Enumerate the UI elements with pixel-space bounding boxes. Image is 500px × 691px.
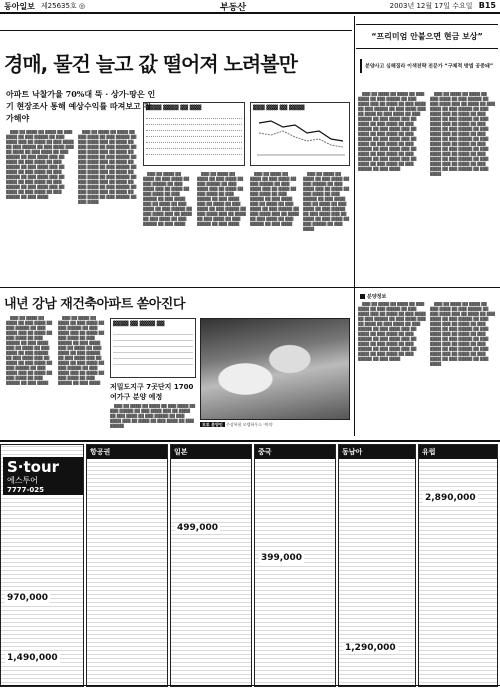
lead-headline: 경매, 물건 늘고 값 떨어져 노려볼만 — [4, 52, 297, 76]
kicker-bar — [360, 59, 362, 73]
info-row — [146, 149, 242, 155]
date-line — [390, 1, 496, 11]
ad-column-3[interactable] — [170, 444, 252, 687]
second-body-col-3: ▓▓▓ ▓▓ ▓▓▓▓ ▓▓ ▓▓▓▓ ▓▓ ▓▓▓ ▓▓▓▓ ▓▓ ▓▓▓ ▓▓▓▓▓ ▓▓ ▓▓▓ ▓▓▓▓ ▓▓▓ ▓▓ ▓▓▓▓ ▓▓ ▓▓▓ ▓▓▓▓ ▓▓ ▓▓▓ ▓▓▓▓▓ ▓▓ ▓▓▓ ▓▓▓▓ ▓▓▓ ▓▓ ▓▓▓▓ ▓▓ ▓▓▓ ▓▓▓▓ ▓▓ ▓▓▓ ▓▓▓▓▓ — [110, 404, 195, 428]
right-body-col-2: ▓▓▓ ▓▓ ▓▓▓▓ ▓▓ ▓▓▓▓ ▓▓ ▓▓▓ ▓▓▓▓ ▓▓ ▓▓▓ ▓▓▓▓▓ ▓▓ ▓▓▓ ▓▓▓▓ ▓▓▓ ▓▓ ▓▓▓▓ ▓▓ ▓▓▓ ▓▓▓▓ ▓▓ ▓▓▓ ▓▓▓▓▓ ▓▓ ▓▓▓ ▓▓▓▓ ▓▓▓ ▓▓ ▓▓▓▓ ▓▓ ▓▓▓ ▓▓▓▓ ▓▓ ▓▓▓ ▓▓▓▓▓ ▓▓ ▓▓▓ ▓▓▓▓ ▓▓▓ ▓▓ ▓▓▓▓ ▓▓ ▓▓▓ ▓▓▓▓ ▓▓ ▓▓▓ ▓▓▓▓▓ ▓▓ ▓▓▓ ▓▓▓▓ ▓▓▓ ▓▓ ▓▓▓▓ ▓▓ ▓▓▓ ▓▓▓▓ ▓▓ ▓▓▓ ▓▓▓▓▓ ▓▓ ▓▓▓ ▓▓▓▓ ▓▓▓ ▓▓ ▓▓▓▓ ▓▓ ▓▓▓ ▓▓▓▓ ▓▓ ▓▓▓ ▓▓▓▓▓ ▓▓ ▓▓▓ ▓▓▓▓ ▓▓▓ ▓▓ ▓▓▓▓ ▓▓ ▓▓▓ ▓▓▓▓ ▓▓ ▓▓▓ ▓▓▓▓▓ ▓▓ ▓▓▓ ▓▓▓▓ ▓▓▓ ▓▓ ▓▓▓▓ ▓▓ ▓▓▓ ▓▓▓▓ ▓▓ ▓▓▓ ▓▓▓▓▓ ▓▓ ▓▓▓ ▓▓▓▓ — [430, 92, 495, 176]
second-body-col-2: ▓▓▓ ▓▓ ▓▓▓▓ ▓▓ ▓▓▓▓ ▓▓ ▓▓▓ ▓▓▓▓ ▓▓ ▓▓▓ ▓▓▓▓▓ ▓▓ ▓▓▓ ▓▓▓▓ ▓▓▓ ▓▓ ▓▓▓▓ ▓▓ ▓▓▓ ▓▓▓▓ ▓▓ ▓▓▓ ▓▓▓▓▓ ▓▓ ▓▓▓ ▓▓▓▓ ▓▓▓ ▓▓ ▓▓▓▓ ▓▓ ▓▓▓ ▓▓▓▓ ▓▓ ▓▓▓ ▓▓▓▓▓ ▓▓ ▓▓▓ ▓▓▓▓ ▓▓▓ ▓▓ ▓▓▓▓ ▓▓ ▓▓▓ ▓▓▓▓ ▓▓ ▓▓▓ ▓▓▓▓▓ ▓▓ ▓▓▓ ▓▓▓▓ ▓▓▓ ▓▓ ▓▓▓▓ ▓▓ ▓▓▓ ▓▓▓▓ ▓▓ ▓▓▓ ▓▓▓▓▓ ▓▓ ▓▓▓ ▓▓▓▓ — [58, 316, 105, 385]
right-headline: “프리미엄 안붙으면 현금 보상” — [356, 24, 498, 49]
schedule-table-title: ▓▓▓▓ ▓▓ ▓▓▓▓ ▓▓ — [113, 321, 165, 327]
advertisement-section — [0, 440, 500, 691]
photo-caption — [200, 422, 350, 427]
stour-logo-subtext: 에스투어 — [7, 476, 38, 485]
masthead — [0, 0, 500, 14]
schedule-table-box — [110, 318, 196, 378]
info-table-title: ▓▓▓▓ ▓▓▓▓ ▓▓ ▓▓▓ — [146, 105, 202, 111]
second-subheadline: 저밀도지구 7곳단지 1700여가구 분양 예정 — [110, 383, 194, 401]
photo-caption-text: 주상복합 모델하우스 '북적' — [226, 422, 274, 427]
model-house-photo — [200, 318, 350, 420]
newspaper-brand: 동아일보 — [4, 1, 35, 11]
lead-top-rule — [0, 30, 352, 31]
ad-price: 1,290,000 — [345, 643, 396, 653]
issue-number: 제25635호 ◎ — [40, 2, 86, 10]
ad-price: 499,000 — [177, 523, 218, 533]
lead-body-col-5: ▓▓▓ ▓▓ ▓▓▓▓ ▓▓ ▓▓▓▓ ▓▓ ▓▓▓ ▓▓▓▓ ▓▓ ▓▓▓ ▓▓▓▓▓ ▓▓ ▓▓▓ ▓▓▓▓ ▓▓▓ ▓▓ ▓▓▓▓ ▓▓ ▓▓▓ ▓▓▓▓ ▓▓ ▓▓▓ ▓▓▓▓▓ ▓▓ ▓▓▓ ▓▓▓▓ ▓▓▓ ▓▓ ▓▓▓▓ ▓▓ ▓▓▓ ▓▓▓▓ ▓▓ ▓▓▓ ▓▓▓▓▓ ▓▓ ▓▓▓ ▓▓▓▓ ▓▓▓ ▓▓ ▓▓▓▓ ▓▓ ▓▓▓ ▓▓▓▓ ▓▓ ▓▓▓ ▓▓▓▓▓ ▓▓ ▓▓▓ ▓▓▓▓ — [250, 172, 299, 226]
ad-banner: 항공권 — [87, 445, 167, 459]
info-table-box — [143, 102, 245, 166]
second-headline: 내년 강남 재건축아파트 쏟아진다 — [4, 297, 185, 312]
lead-subhead: 아파트 낙찰가율 70%대 뚝 · 상가·땅은 인기 현장조사 통해 예상수익률 따져보고 참가해야 — [6, 89, 156, 123]
right-body-col-1: ▓▓▓ ▓▓ ▓▓▓▓ ▓▓ ▓▓▓▓ ▓▓ ▓▓▓ ▓▓▓▓ ▓▓ ▓▓▓ ▓▓▓▓▓ ▓▓ ▓▓▓ ▓▓▓▓ ▓▓▓ ▓▓ ▓▓▓▓ ▓▓ ▓▓▓ ▓▓▓▓ ▓▓ ▓▓▓ ▓▓▓▓▓ ▓▓ ▓▓▓ ▓▓▓▓ ▓▓▓ ▓▓ ▓▓▓▓ ▓▓ ▓▓▓ ▓▓▓▓ ▓▓ ▓▓▓ ▓▓▓▓▓ ▓▓ ▓▓▓ ▓▓▓▓ ▓▓▓ ▓▓ ▓▓▓▓ ▓▓ ▓▓▓ ▓▓▓▓ ▓▓ ▓▓▓ ▓▓▓▓▓ ▓▓ ▓▓▓ ▓▓▓▓ ▓▓▓ ▓▓ ▓▓▓▓ ▓▓ ▓▓▓ ▓▓▓▓ ▓▓ ▓▓▓ ▓▓▓▓▓ ▓▓ ▓▓▓ ▓▓▓▓ ▓▓▓ ▓▓ ▓▓▓▓ ▓▓ ▓▓▓ ▓▓▓▓ ▓▓ ▓▓▓ ▓▓▓▓▓ ▓▓ ▓▓▓ ▓▓▓▓ ▓▓▓ ▓▓ ▓▓▓▓ ▓▓ ▓▓▓ ▓▓▓▓ ▓▓ ▓▓▓ ▓▓▓▓▓ ▓▓ ▓▓▓ ▓▓▓▓ ▓▓▓ ▓▓ ▓▓▓▓ ▓▓ ▓▓▓ ▓▓▓▓ ▓▓ ▓▓▓ ▓▓▓▓▓ ▓▓ ▓▓▓ ▓▓▓▓ — [358, 92, 426, 171]
sidebar-label — [360, 293, 386, 300]
sidebar-body-col-2: ▓▓▓ ▓▓ ▓▓▓▓ ▓▓ ▓▓▓▓ ▓▓ ▓▓▓ ▓▓▓▓ ▓▓ ▓▓▓ ▓▓▓▓▓ ▓▓ ▓▓▓ ▓▓▓▓ ▓▓▓ ▓▓ ▓▓▓▓ ▓▓ ▓▓▓ ▓▓▓▓ ▓▓ ▓▓▓ ▓▓▓▓▓ ▓▓ ▓▓▓ ▓▓▓▓ ▓▓▓ ▓▓ ▓▓▓▓ ▓▓ ▓▓▓ ▓▓▓▓ ▓▓ ▓▓▓ ▓▓▓▓▓ ▓▓ ▓▓▓ ▓▓▓▓ ▓▓▓ ▓▓ ▓▓▓▓ ▓▓ ▓▓▓ ▓▓▓▓ ▓▓ ▓▓▓ ▓▓▓▓▓ ▓▓ ▓▓▓ ▓▓▓▓ ▓▓▓ ▓▓ ▓▓▓▓ ▓▓ ▓▓▓ ▓▓▓▓ ▓▓ ▓▓▓ ▓▓▓▓▓ ▓▓ ▓▓▓ ▓▓▓▓ ▓▓▓ ▓▓ ▓▓▓▓ ▓▓ ▓▓▓ ▓▓▓▓ ▓▓ ▓▓▓ ▓▓▓▓▓ ▓▓ ▓▓▓ ▓▓▓▓ — [430, 302, 495, 366]
page-footer-rule — [0, 685, 500, 691]
right-column — [356, 16, 498, 73]
page-number: B15 — [478, 1, 496, 10]
lead-body-col-2: ▓▓▓ ▓▓ ▓▓▓▓ ▓▓ ▓▓▓▓ ▓▓ ▓▓▓ ▓▓▓▓ ▓▓ ▓▓▓ ▓▓▓▓▓ ▓▓ ▓▓▓ ▓▓▓▓ ▓▓▓ ▓▓ ▓▓▓▓ ▓▓ ▓▓▓ ▓▓▓▓ ▓▓ ▓▓▓ ▓▓▓▓▓ ▓▓ ▓▓▓ ▓▓▓▓ ▓▓▓ ▓▓ ▓▓▓▓ ▓▓ ▓▓▓ ▓▓▓▓ ▓▓ ▓▓▓ ▓▓▓▓▓ ▓▓ ▓▓▓ ▓▓▓▓ ▓▓▓ ▓▓ ▓▓▓▓ ▓▓ ▓▓▓ ▓▓▓▓ ▓▓ ▓▓▓ ▓▓▓▓▓ ▓▓ ▓▓▓ ▓▓▓▓ ▓▓▓ ▓▓ ▓▓▓▓ ▓▓ ▓▓▓ ▓▓▓▓ ▓▓ ▓▓▓ ▓▓▓▓▓ ▓▓ ▓▓▓ ▓▓▓▓ ▓▓▓ ▓▓ ▓▓▓▓ ▓▓ ▓▓▓ ▓▓▓▓ ▓▓ ▓▓▓ ▓▓▓▓▓ ▓▓ ▓▓▓ ▓▓▓▓ ▓▓▓ ▓▓ ▓▓▓▓ ▓▓ ▓▓▓ ▓▓▓▓ ▓▓ ▓▓▓ ▓▓▓▓▓ ▓▓ ▓▓▓ ▓▓▓▓ — [78, 130, 137, 204]
chart-series-line-1 — [259, 121, 343, 141]
right-kicker-text: 분양사고 심해질라 이색전략 전문가 “구체적 방법 공증돼” — [365, 63, 494, 70]
schedule-row — [113, 359, 193, 365]
ad-column-6[interactable] — [418, 444, 498, 687]
chart-title: ▓▓▓ ▓▓▓ ▓▓ ▓▓▓▓ — [253, 105, 305, 111]
section-divider — [0, 287, 500, 288]
trend-chart — [253, 111, 347, 161]
sidebar-bullet-icon — [360, 294, 365, 299]
ad-price: 2,890,000 — [425, 493, 476, 503]
ad-price: 399,000 — [261, 553, 302, 563]
section-title: 부동산 — [220, 2, 247, 13]
stour-logo — [3, 457, 83, 495]
lead-body-col-3: ▓▓▓ ▓▓ ▓▓▓▓ ▓▓ ▓▓▓▓ ▓▓ ▓▓▓ ▓▓▓▓ ▓▓ ▓▓▓ ▓▓▓▓▓ ▓▓ ▓▓▓ ▓▓▓▓ ▓▓▓ ▓▓ ▓▓▓▓ ▓▓ ▓▓▓ ▓▓▓▓ ▓▓ ▓▓▓ ▓▓▓▓▓ ▓▓ ▓▓▓ ▓▓▓▓ ▓▓▓ ▓▓ ▓▓▓▓ ▓▓ ▓▓▓ ▓▓▓▓ ▓▓ ▓▓▓ ▓▓▓▓▓ ▓▓ ▓▓▓ ▓▓▓▓ ▓▓▓ ▓▓ ▓▓▓▓ ▓▓ ▓▓▓ ▓▓▓▓ ▓▓ ▓▓▓ ▓▓▓▓▓ ▓▓ ▓▓▓ ▓▓▓▓ — [143, 172, 192, 226]
lead-body-col-6: ▓▓▓ ▓▓ ▓▓▓▓ ▓▓ ▓▓▓▓ ▓▓ ▓▓▓ ▓▓▓▓ ▓▓ ▓▓▓ ▓▓▓▓▓ ▓▓ ▓▓▓ ▓▓▓▓ ▓▓▓ ▓▓ ▓▓▓▓ ▓▓ ▓▓▓ ▓▓▓▓ ▓▓ ▓▓▓ ▓▓▓▓▓ ▓▓ ▓▓▓ ▓▓▓▓ ▓▓▓ ▓▓ ▓▓▓▓ ▓▓ ▓▓▓ ▓▓▓▓ ▓▓ ▓▓▓ ▓▓▓▓▓ ▓▓ ▓▓▓ ▓▓▓▓ ▓▓▓ ▓▓ ▓▓▓▓ ▓▓ ▓▓▓ ▓▓▓▓ ▓▓ ▓▓▓ ▓▓▓▓▓ ▓▓ ▓▓▓ ▓▓▓▓ — [303, 172, 350, 231]
ad-banner: 유럽 — [419, 445, 497, 459]
sidebar-label-text: 분양정보 — [367, 294, 387, 300]
trend-chart-box — [250, 102, 350, 166]
ad-banner: 동남아 — [339, 445, 415, 459]
photo-caption-label: 모토 분양인 — [202, 422, 223, 427]
lead-body-col-4: ▓▓▓ ▓▓ ▓▓▓▓ ▓▓ ▓▓▓▓ ▓▓ ▓▓▓ ▓▓▓▓ ▓▓ ▓▓▓ ▓▓▓▓▓ ▓▓ ▓▓▓ ▓▓▓▓ ▓▓▓ ▓▓ ▓▓▓▓ ▓▓ ▓▓▓ ▓▓▓▓ ▓▓ ▓▓▓ ▓▓▓▓▓ ▓▓ ▓▓▓ ▓▓▓▓ ▓▓▓ ▓▓ ▓▓▓▓ ▓▓ ▓▓▓ ▓▓▓▓ ▓▓ ▓▓▓ ▓▓▓▓▓ ▓▓ ▓▓▓ ▓▓▓▓ ▓▓▓ ▓▓ ▓▓▓▓ ▓▓ ▓▓▓ ▓▓▓▓ ▓▓ ▓▓▓ ▓▓▓▓▓ ▓▓ ▓▓▓ ▓▓▓▓ — [197, 172, 246, 226]
ad-price: 1,490,000 — [7, 653, 58, 663]
ad-column-4[interactable] — [254, 444, 336, 687]
ad-banner: 중국 — [255, 445, 335, 459]
ad-column-2[interactable] — [86, 444, 168, 687]
stour-phone: 7777-025 — [7, 486, 44, 494]
ad-column-5[interactable] — [338, 444, 416, 687]
ad-stour[interactable] — [0, 444, 84, 687]
stour-logo-text: S·tour — [7, 458, 60, 476]
column-divider — [354, 16, 355, 436]
lead-body-col-1: ▓▓▓ ▓▓ ▓▓▓▓ ▓▓ ▓▓▓▓ ▓▓ ▓▓▓ ▓▓▓▓ ▓▓ ▓▓▓ ▓▓▓▓▓ ▓▓ ▓▓▓ ▓▓▓▓ ▓▓▓ ▓▓ ▓▓▓▓ ▓▓ ▓▓▓ ▓▓▓▓ ▓▓ ▓▓▓ ▓▓▓▓▓ ▓▓ ▓▓▓ ▓▓▓▓ ▓▓▓ ▓▓ ▓▓▓▓ ▓▓ ▓▓▓ ▓▓▓▓ ▓▓ ▓▓▓ ▓▓▓▓▓ ▓▓ ▓▓▓ ▓▓▓▓ ▓▓▓ ▓▓ ▓▓▓▓ ▓▓ ▓▓▓ ▓▓▓▓ ▓▓ ▓▓▓ ▓▓▓▓▓ ▓▓ ▓▓▓ ▓▓▓▓ ▓▓▓ ▓▓ ▓▓▓▓ ▓▓ ▓▓▓ ▓▓▓▓ ▓▓ ▓▓▓ ▓▓▓▓▓ ▓▓ ▓▓▓ ▓▓▓▓ ▓▓▓ ▓▓ ▓▓▓▓ ▓▓ ▓▓▓ ▓▓▓▓ ▓▓ ▓▓▓ ▓▓▓▓▓ ▓▓ ▓▓▓ ▓▓▓▓ ▓▓▓ ▓▓ ▓▓▓▓ ▓▓ ▓▓▓ ▓▓▓▓ ▓▓ ▓▓▓ ▓▓▓▓▓ ▓▓ ▓▓▓ ▓▓▓▓ — [6, 130, 74, 199]
ad-price: 970,000 — [7, 593, 48, 603]
ad-banner: 일본 — [171, 445, 251, 459]
date: 2003년 12월 17일 수요일 — [389, 2, 473, 10]
sidebar-body-col-1: ▓▓▓ ▓▓ ▓▓▓▓ ▓▓ ▓▓▓▓ ▓▓ ▓▓▓ ▓▓▓▓ ▓▓ ▓▓▓ ▓▓▓▓▓ ▓▓ ▓▓▓ ▓▓▓▓ ▓▓▓ ▓▓ ▓▓▓▓ ▓▓ ▓▓▓ ▓▓▓▓ ▓▓ ▓▓▓ ▓▓▓▓▓ ▓▓ ▓▓▓ ▓▓▓▓ ▓▓▓ ▓▓ ▓▓▓▓ ▓▓ ▓▓▓ ▓▓▓▓ ▓▓ ▓▓▓ ▓▓▓▓▓ ▓▓ ▓▓▓ ▓▓▓▓ ▓▓▓ ▓▓ ▓▓▓▓ ▓▓ ▓▓▓ ▓▓▓▓ ▓▓ ▓▓▓ ▓▓▓▓▓ ▓▓ ▓▓▓ ▓▓▓▓ ▓▓▓ ▓▓ ▓▓▓▓ ▓▓ ▓▓▓ ▓▓▓▓ ▓▓ ▓▓▓ ▓▓▓▓▓ ▓▓ ▓▓▓ ▓▓▓▓ ▓▓▓ ▓▓ ▓▓▓▓ ▓▓ ▓▓▓ ▓▓▓▓ ▓▓ ▓▓▓ ▓▓▓▓▓ ▓▓ ▓▓▓ ▓▓▓▓ — [358, 302, 426, 361]
right-kicker — [360, 59, 498, 73]
second-body-col-1: ▓▓▓ ▓▓ ▓▓▓▓ ▓▓ ▓▓▓▓ ▓▓ ▓▓▓ ▓▓▓▓ ▓▓ ▓▓▓ ▓▓▓▓▓ ▓▓ ▓▓▓ ▓▓▓▓ ▓▓▓ ▓▓ ▓▓▓▓ ▓▓ ▓▓▓ ▓▓▓▓ ▓▓ ▓▓▓ ▓▓▓▓▓ ▓▓ ▓▓▓ ▓▓▓▓ ▓▓▓ ▓▓ ▓▓▓▓ ▓▓ ▓▓▓ ▓▓▓▓ ▓▓ ▓▓▓ ▓▓▓▓▓ ▓▓ ▓▓▓ ▓▓▓▓ ▓▓▓ ▓▓ ▓▓▓▓ ▓▓ ▓▓▓ ▓▓▓▓ ▓▓ ▓▓▓ ▓▓▓▓▓ ▓▓ ▓▓▓ ▓▓▓▓ ▓▓▓ ▓▓ ▓▓▓▓ ▓▓ ▓▓▓ ▓▓▓▓ ▓▓ ▓▓▓ ▓▓▓▓▓ ▓▓ ▓▓▓ ▓▓▓▓ — [6, 316, 53, 385]
